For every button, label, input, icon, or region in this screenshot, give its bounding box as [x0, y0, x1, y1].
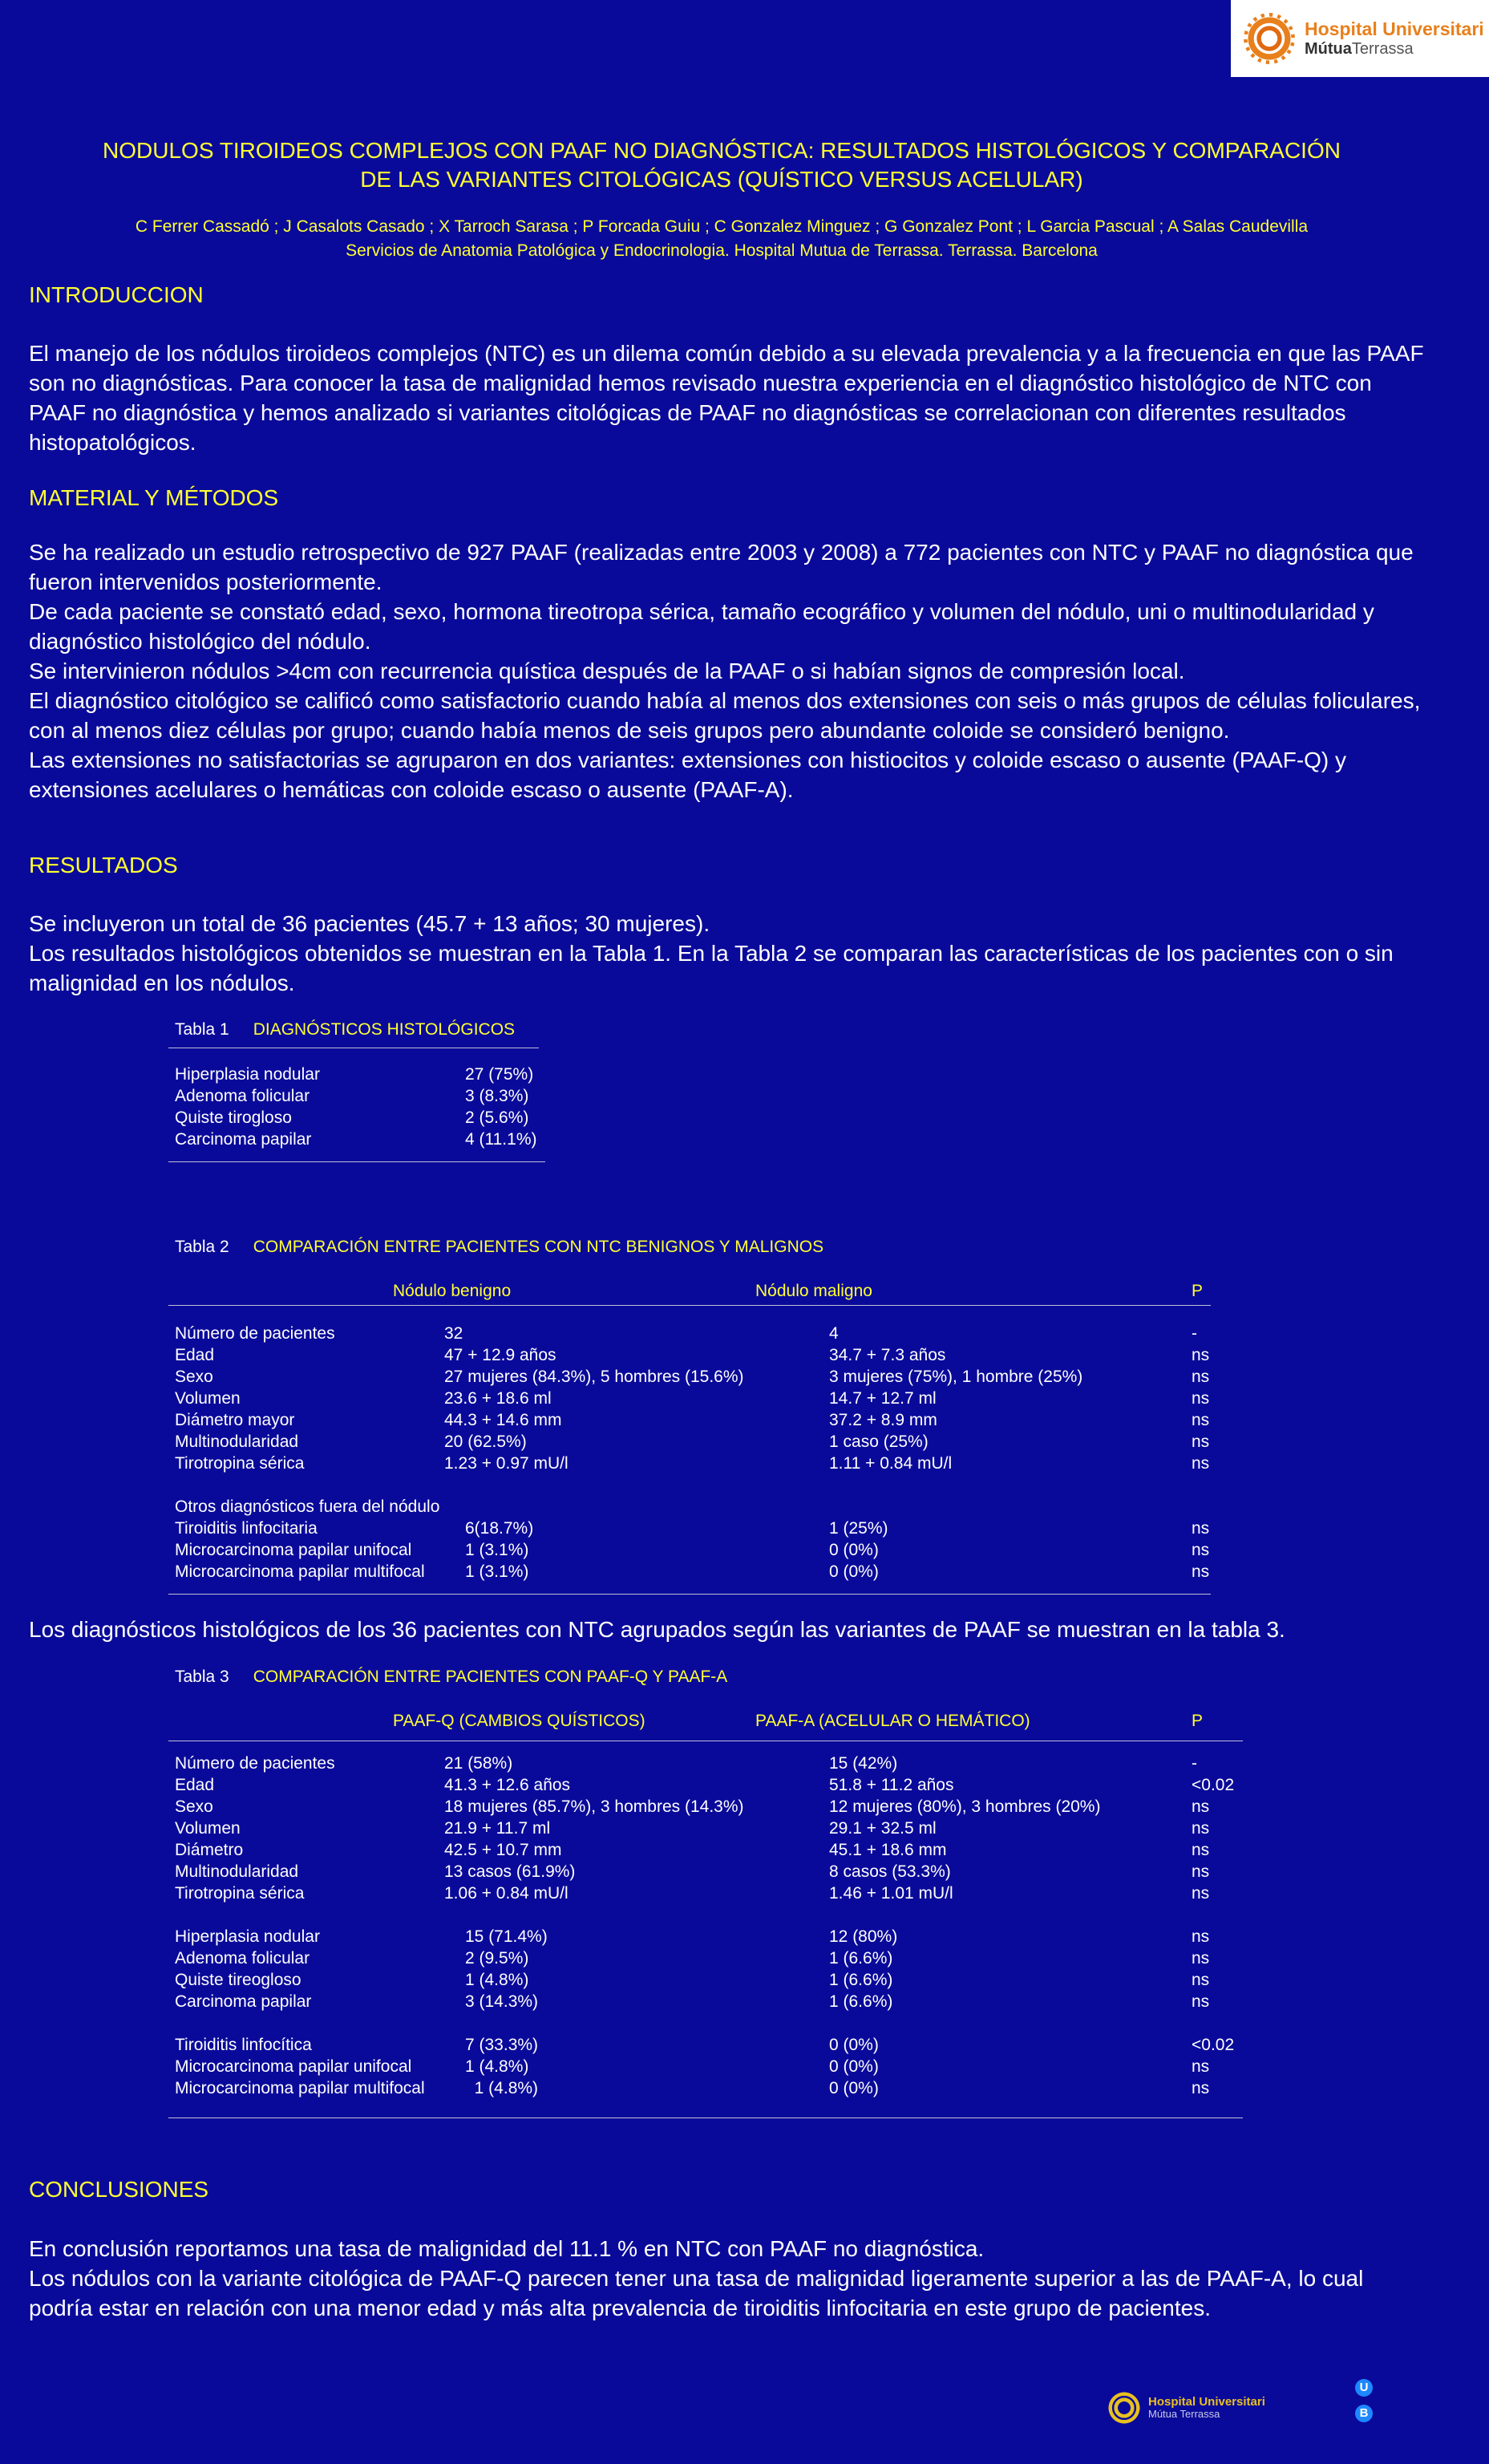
- table-row: Multinodularidad 13 casos (61.9%) 8 casos (53.3%) ns: [175, 1862, 1210, 1881]
- methods-p1: Se ha realizado un estudio retrospectivo de 927 PAAF (realizadas entre 2003 y 2008) a 772 pacientes con NTC y PAAF no diagnóstica que fueron intervenidos posteriormente.: [29, 540, 1414, 594]
- methods-heading: MATERIAL Y MÉTODOS: [29, 485, 279, 510]
- table-row: Edad 41.3 + 12.6 años 51.8 + 11.2 años <0.02: [175, 1776, 1235, 1794]
- table-3: [175, 1666, 1297, 2123]
- table-row: Tiroiditis linfocítica 7 (33.3%) 0 (0%) <0.02: [175, 2036, 1235, 2054]
- conclusions-p2: Los nódulos con la variante citológica de PAAF-Q parecen tener una tasa de malignidad ligeramente superior a las de PAAF-A, lo cual podría estar en relación con una menor edad y más alta prevalencia de tiroiditis linfocitaria en este grupo de pacientes.: [29, 2266, 1364, 2320]
- col-p: P: [1192, 1282, 1204, 1300]
- col-benign: Nódulo benigno: [393, 1282, 512, 1300]
- table-row: Carcinoma papilar 3 (14.3%) 1 (6.6%) ns: [175, 1992, 1210, 2011]
- results-text-2: [29, 1615, 1424, 1644]
- table-row: Microcarcinoma papilar unifocal 1 (4.8%) 0 (0%) ns: [175, 2057, 1210, 2076]
- table-3-caption: Tabla 3 COMPARACIÓN ENTRE PACIENTES CON PAAF-Q Y PAAF-A: [175, 1668, 728, 1686]
- footer-logo-line2: Mútua Terrassa: [1148, 2408, 1220, 2421]
- table-row: Microcarcinoma papilar unifocal 1 (3.1%) 0 (0%) ns: [175, 1541, 1210, 1559]
- table-row: Volumen 23.6 + 18.6 ml 14.7 + 12.7 ml ns: [175, 1389, 1210, 1408]
- methods-p5: Las extensiones no satisfactorias se agruparon en dos variantes: extensiones con histiocitos y coloide escaso o ausente (PAAF-Q) y extensiones acelulares o hemáticas con coloide escaso o ausente (PAAF-A).: [29, 748, 1347, 802]
- table-row: Diámetro mayor 44.3 + 14.6 mm 37.2 + 8.9 mm ns: [175, 1411, 1210, 1429]
- table-2: [175, 1236, 1257, 1597]
- table-row: Tiroiditis linfocitaria 6(18.7%) 1 (25%) ns: [175, 1519, 1210, 1538]
- table-row: Microcarcinoma papilar multifocal 1 (4.8%) 0 (0%) ns: [175, 2079, 1210, 2097]
- sun-logo-icon: [1244, 13, 1295, 64]
- methods-text: [29, 537, 1424, 804]
- table-row: Hiperplasia nodular 15 (71.4%) 12 (80%) ns: [175, 1927, 1210, 1946]
- badge-b-icon: B: [1355, 2405, 1373, 2422]
- poster-title: [24, 136, 1419, 194]
- table-row: Quiste tirogloso 2 (5.6%): [175, 1108, 529, 1127]
- logo-line1: Hospital Universitari: [1305, 18, 1484, 40]
- methods-p2: De cada paciente se constató edad, sexo, hormona tireotropa sérica, tamaño ecográfico y volumen del nódulo, uni o multinodularidad y diagnóstico histológico del nódulo.: [29, 599, 1374, 654]
- table-row: Tirotropina sérica 1.23 + 0.97 mU/l 1.11 + 0.84 mU/l ns: [175, 1454, 1210, 1473]
- authors: C Ferrer Cassadó ; J Casalots Casado ; X Tarroch Sarasa ; P Forcada Guiu ; C Gonzalez Minguez ; G Gonzalez Pont ; L Garcia Pascual ; A Salas Caudevilla: [135, 217, 1309, 236]
- table-row: Edad 47 + 12.9 años 34.7 + 7.3 años ns: [175, 1346, 1210, 1364]
- authors-block: [24, 215, 1419, 263]
- university-badge: [1355, 2379, 1373, 2422]
- table-row: Adenoma folicular 2 (9.5%) 1 (6.6%) ns: [175, 1949, 1210, 1968]
- table-row: Sexo 18 mujeres (85.7%), 3 hombres (14.3%) 12 mujeres (80%), 3 hombres (20%) ns: [175, 1797, 1210, 1816]
- table-row: Microcarcinoma papilar multifocal 1 (3.1%) 0 (0%) ns: [175, 1562, 1210, 1581]
- table-row: Hiperplasia nodular 27 (75%): [175, 1065, 534, 1084]
- conclusions-heading: CONCLUSIONES: [29, 2177, 209, 2202]
- footer-logo-line1: Hospital Universitari: [1148, 2395, 1265, 2409]
- table-row: Tirotropina sérica 1.06 + 0.84 mU/l 1.46 + 1.01 mU/l ns: [175, 1884, 1210, 1903]
- col-paaf-a: PAAF-A (ACELULAR O HEMÁTICO): [755, 1712, 1030, 1730]
- methods-p4: El diagnóstico citológico se calificó como satisfactorio cuando había al menos dos extensiones con seis o más grupos de células foliculares, con al menos diez células por grupo; cuando había menos de seis grupos pero abundante coloide se consideró benigno.: [29, 688, 1421, 743]
- results-heading: RESULTADOS: [29, 853, 178, 877]
- table-row: Volumen 21.9 + 11.7 ml 29.1 + 32.5 ml ns: [175, 1819, 1210, 1838]
- divider: [168, 1305, 1211, 1306]
- table-row: Número de pacientes 21 (58%) 15 (42%) -: [175, 1754, 1197, 1773]
- col-malign: Nódulo maligno: [755, 1282, 872, 1300]
- table-row: Adenoma folicular 3 (8.3%): [175, 1087, 529, 1105]
- methods-p3: Se intervinieron nódulos >4cm con recurrencia quística después de la PAAF o si habían signos de compresión local.: [29, 659, 1185, 683]
- table-row: Quiste tireogloso 1 (4.8%) 1 (6.6%) ns: [175, 1971, 1210, 1989]
- table-row: Diámetro 42.5 + 10.7 mm 45.1 + 18.6 mm ns: [175, 1841, 1210, 1859]
- intro-heading: INTRODUCCION: [29, 282, 204, 307]
- footer-logos: [1107, 2381, 1427, 2432]
- hospital-logo: [1231, 0, 1489, 77]
- sun-logo-icon: [1107, 2390, 1142, 2426]
- col-paaf-q: PAAF-Q (CAMBIOS QUÍSTICOS): [393, 1712, 645, 1730]
- results-text: [29, 909, 1424, 998]
- table-1: [175, 1019, 560, 1171]
- results-p3: Los diagnósticos histológicos de los 36 pacientes con NTC agrupados según las variantes de PAAF se muestran en la tabla 3.: [29, 1617, 1285, 1642]
- badge-u-icon: U: [1355, 2379, 1373, 2397]
- conclusions-p1: En conclusión reportamos una tasa de malignidad del 11.1 % en NTC con PAAF no diagnóstica.: [29, 2236, 985, 2261]
- conclusions-text: [29, 2234, 1424, 2323]
- title-line1: NODULOS TIROIDEOS COMPLEJOS CON PAAF NO DIAGNÓSTICA: RESULTADOS HISTOLÓGICOS Y COMPARACIÓN: [103, 138, 1341, 163]
- title-line2: DE LAS VARIANTES CITOLÓGICAS (QUÍSTICO VERSUS ACELULAR): [360, 167, 1083, 192]
- intro-text: El manejo de los nódulos tiroideos complejos (NTC) es un dilema común debido a su elevada prevalencia y a la frecuencia en que las PAAF son no diagnósticas. Para conocer la tasa de malignidad hemos revisado nuestra experiencia en el diagnóstico histológico de NTC con PAAF no diagnóstica y hemos analizado si variantes citológicas de PAAF no diagnósticas se correlacionan con diferentes resultados histopatológicos.: [29, 341, 1424, 455]
- table-row: Multinodularidad 20 (62.5%) 1 caso (25%) ns: [175, 1433, 1210, 1451]
- divider: [168, 1594, 1211, 1595]
- divider: [168, 1161, 545, 1162]
- table-row: Sexo 27 mujeres (84.3%), 5 hombres (15.6%) 3 mujeres (75%), 1 hombre (25%) ns: [175, 1368, 1210, 1386]
- table-2-caption: Tabla 2 COMPARACIÓN ENTRE PACIENTES CON NTC BENIGNOS Y MALIGNOS: [175, 1238, 824, 1256]
- affiliation: Servicios de Anatomia Patológica y Endocrinologia. Hospital Mutua de Terrassa. Terrassa. Barcelona: [346, 241, 1098, 260]
- col-p: P: [1192, 1712, 1204, 1730]
- table-1-caption: Tabla 1 DIAGNÓSTICOS HISTOLÓGICOS: [175, 1020, 516, 1039]
- results-p2: Los resultados histológicos obtenidos se muestran en la Tabla 1. En la Tabla 2 se comparan las características de los pacientes con o sin malignidad en los nódulos.: [29, 941, 1394, 995]
- results-p1: Se incluyeron un total de 36 pacientes (45.7 + 13 años; 30 mujeres).: [29, 911, 710, 936]
- table-row: Número de pacientes 32 4 -: [175, 1324, 1197, 1343]
- table-row: Carcinoma papilar 4 (11.1%): [175, 1130, 537, 1149]
- table-subheading: Otros diagnósticos fuera del nódulo: [175, 1497, 440, 1516]
- logo-line2: MútuaTerrassa: [1305, 39, 1414, 58]
